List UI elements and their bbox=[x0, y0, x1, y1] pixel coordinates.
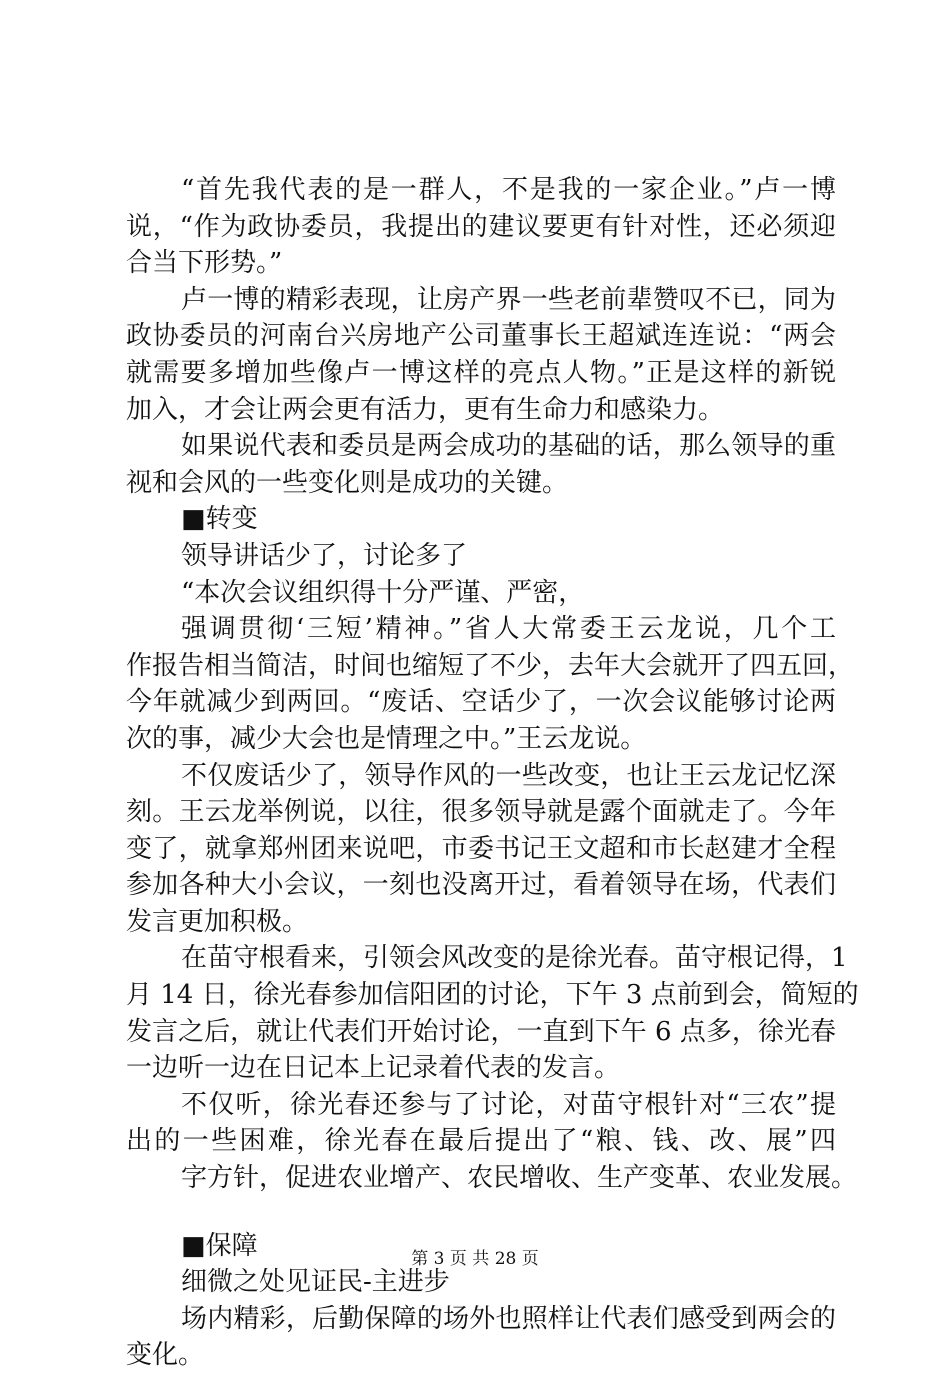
text-line: 如果说代表和委员是两会成功的基础的话，那么领导的重 bbox=[181, 431, 836, 462]
text-line: 月 14 日，徐光春参加信阳团的讨论，下午 3 点前到会，简短的 bbox=[126, 980, 859, 1011]
text-line: 卢一博的精彩表现，让房产界一些老前辈赞叹不已，同为 bbox=[181, 284, 836, 315]
text-line: 变了，就拿郑州团来说吧，市委书记王文超和市长赵建才全程 bbox=[126, 833, 836, 864]
text-line: 今年就减少到两回。“废话、空话少了，一次会议能够讨论两 bbox=[126, 687, 836, 718]
text-line: 变化。 bbox=[126, 1340, 205, 1371]
text-line: 在苗守根看来，引领会风改变的是徐光春。苗守根记得，1 bbox=[181, 943, 848, 974]
text-line: 刻。王云龙举例说，以往，很多领导就是露个面就走了。今年 bbox=[126, 797, 836, 828]
text-line: “首先我代表的是一群人，不是我的一家企业。”卢一博 bbox=[181, 175, 836, 205]
text-line: 强调贯彻‘三短’精神。”省人大常委王云龙说，几个工 bbox=[181, 614, 836, 645]
text-line: 场内精彩，后勤保障的场外也照样让代表们感受到两会的 bbox=[181, 1303, 836, 1334]
text-line: 加入，才会让两会更有活力，更有生命力和感染力。 bbox=[126, 394, 725, 425]
page-footer: 第 3 页 共 28 页 bbox=[411, 1249, 539, 1269]
text-line: 作报告相当简洁，时间也缩短了不少，去年大会就开了四五回， bbox=[126, 650, 855, 681]
text-line: 字方针，促进农业增产、农民增收、生产变革、农业发展。 bbox=[181, 1163, 858, 1194]
text-line: ■保障 bbox=[181, 1230, 258, 1261]
text-line: “本次会议组织得十分严谨、严密， bbox=[181, 577, 585, 608]
text-line: ■转变 bbox=[181, 504, 258, 535]
text-line: 就需要多增加些像卢一博这样的亮点人物。”正是这样的新锐 bbox=[126, 357, 836, 388]
text-line: 细微之处见证民-主进步 bbox=[181, 1267, 450, 1298]
text-line: 不仅听，徐光春还参与了讨论，对苗守根针对“三农”提 bbox=[181, 1089, 836, 1120]
text-line: 合当下形势。” bbox=[126, 248, 283, 279]
text-line: 发言更加积极。 bbox=[126, 906, 309, 937]
blank-line bbox=[126, 1197, 836, 1228]
text-line: 参加各种大小会议，一刻也没离开过，看着领导在场，代表们 bbox=[126, 870, 836, 901]
text-line: 次的事，减少大会也是情理之中。”王云龙说。 bbox=[126, 723, 647, 754]
text-line: 视和会风的一些变化则是成功的关键。 bbox=[126, 467, 569, 498]
text-line: 领导讲话少了，讨论多了 bbox=[181, 540, 468, 571]
body-text bbox=[126, 172, 859, 1374]
text-line: 说，“作为政协委员，我提出的建议要更有针对性，还必须迎 bbox=[126, 211, 836, 242]
text-line: 政协委员的河南台兴房地产公司董事长王超斌连连说：“两会 bbox=[126, 321, 836, 352]
text-line: 发言之后，就让代表们开始讨论，一直到下午 6 点多，徐光春 bbox=[126, 1016, 836, 1047]
text-line: 不仅废话少了，领导作风的一些改变，也让王云龙记忆深 bbox=[181, 760, 836, 791]
text-line: 出的一些困难，徐光春在最后提出了“粮、钱、改、展”四 bbox=[126, 1126, 836, 1157]
text-line: 一边听一边在日记本上记录着代表的发言。 bbox=[126, 1053, 621, 1084]
